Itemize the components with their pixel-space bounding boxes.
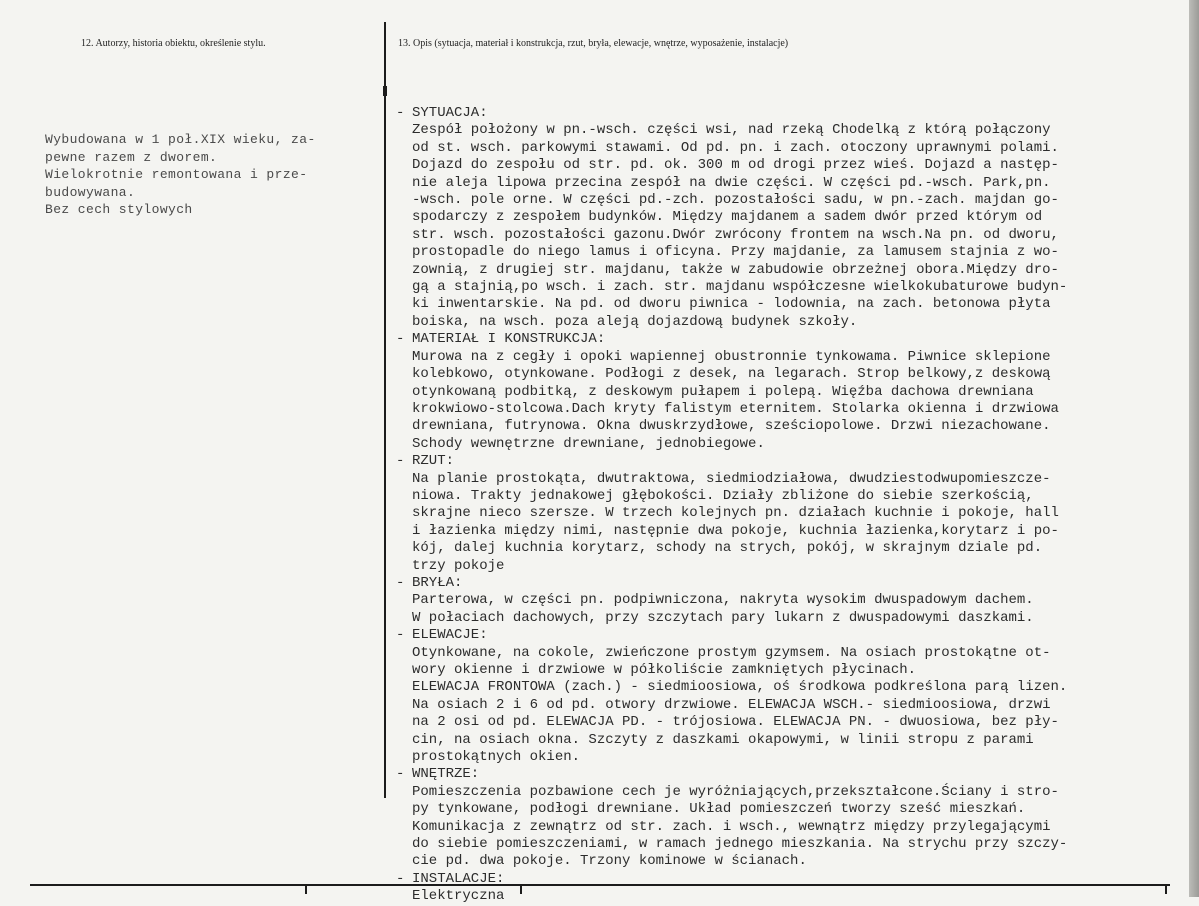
- description-line: ELEWACJA FRONTOWA (zach.) - siedmioosiowa, oś środkowa podkreślona parą lizen.: [412, 679, 1068, 696]
- section-heading: [396, 766, 1196, 783]
- section-title: INSTALACJE:: [412, 870, 505, 887]
- history-line: Wielokrotnie remontowana i prze-: [45, 167, 308, 182]
- bullet-dash: -: [396, 766, 405, 783]
- description-line: -wsch. pole orne. W części pd.-zch. pozostałości sadu, w pn.-zach. majdan go-: [412, 192, 1059, 209]
- section-title: RZUT:: [412, 453, 455, 470]
- section-heading: [396, 871, 1196, 888]
- section-title: ELEWACJE:: [412, 627, 488, 644]
- description-line: prostopadle do niego lamus i oficyna. Przy majdanie, za lamusem stajnia z wo-: [412, 244, 1059, 261]
- description-line: na 2 osi od pd. ELEWACJA PD. - trójosiowa. ELEWACJA PN. - dwuosiowa, bez pły-: [412, 714, 1059, 731]
- section-heading: [396, 627, 1196, 644]
- history-line: budowywana.: [45, 184, 136, 200]
- bottom-rule-tick: [305, 884, 307, 894]
- description-line: str. wsch. pozostałości gazonu.Dwór zwrócony frontem na wsch.Na pn. od dworu,: [412, 226, 1059, 243]
- description-line: Pomieszczenia pozbawione cech je wyróżniających,przekształcone.Ściany i stro-: [412, 783, 1059, 800]
- description-line: od st. wsch. parkowymi stawami. Od pd. pn. i zach. otoczony uprawnymi polami.: [412, 139, 1059, 156]
- description-line: do siebie pomieszczeniami, w ramach jednego mieszkania. Na strychu przy szczy-: [412, 836, 1068, 853]
- bullet-dash: -: [396, 574, 405, 591]
- description-line: nie aleja lipowa przecina zespół na dwie części. W części pd.-wsch. Park,pn.: [412, 174, 1051, 191]
- description-line: Dojazd do zespołu od str. pd. ok. 300 m od drogi przez wieś. Dojazd a następ-: [412, 157, 1059, 174]
- description-line: kolebkowo, otynkowane. Podłogi z desek, na legarach. Strop belkowy,z deskową: [412, 366, 1051, 383]
- section-title: MATERIAŁ I KONSTRUKCJA:: [412, 331, 606, 348]
- description-line: Na osiach 2 i 6 od pd. otwory drzwiowe. ELEWACJA WSCH.- siedmioosiowa, drzwi: [412, 696, 1051, 713]
- description-line: Elektryczna: [412, 888, 505, 905]
- description-line: gą a stajnią,po wsch. i zach. str. majdanu współczesne wielkokubaturowe budyn-: [412, 279, 1068, 296]
- history-line: Wybudowana w 1 poł.XIX wieku, za-: [45, 132, 316, 147]
- authors-history-text: [45, 131, 375, 219]
- column-divider-tick: [383, 86, 387, 96]
- description-line: zownią, z drugiej str. majdanu, także w zabudowie obrzeżnej obora.Między dro-: [412, 261, 1059, 278]
- bullet-dash: -: [396, 627, 405, 644]
- description-line: Na planie prostokąta, dwutraktowa, siedmiodziałowa, dwudziestodwupomieszcze-: [412, 470, 1051, 487]
- section-heading: [396, 331, 1196, 348]
- bullet-dash: -: [396, 870, 405, 887]
- section-heading: [396, 105, 1196, 122]
- description-line: Schody wewnętrzne drewniane, jednobiegowe.: [412, 435, 765, 452]
- description-line: kój, dalej kuchnia korytarz, schody na strych, pokój, w skrajnym dziale pd.: [412, 540, 1043, 557]
- description-line: skrajne nieco szersze. W trzech kolejnych pn. działach kuchnie i pokoje, hall: [412, 505, 1059, 522]
- description-line: trzy pokoje: [412, 557, 505, 574]
- description-line: otynkowaną podbitką, z deskowym pułapem i polepą. Więźba dachowa drewniana: [412, 383, 1034, 400]
- description-text: [396, 105, 1196, 906]
- description-line: Otynkowane, na cokole, zwieńczone prostym gzymsem. Na osiach prostokątne ot-: [412, 644, 1051, 661]
- section-heading: [396, 575, 1196, 592]
- description-line: niowa. Trakty jednakowej głębokości. Działy zbliżone do siebie szerkością,: [412, 487, 1034, 504]
- description-line: cin, na osiach okna. Szczyty z daszkami okapowymi, w linii stropu z parami: [412, 731, 1034, 748]
- description-line: Parterowa, w części pn. podpiwniczona, nakryta wysokim dwuspadowym dachem.: [412, 592, 1034, 609]
- bullet-dash: -: [396, 453, 405, 470]
- description-line: ki inwentarskie. Na pd. od dworu piwnica - lodownia, na zach. betonowa płyta: [412, 296, 1051, 313]
- history-line: pewne razem z dworem.: [45, 149, 218, 165]
- column-divider: [384, 22, 386, 798]
- section-12-header: 12. Autorzy, historia obiektu, określenie stylu.: [81, 38, 266, 49]
- description-line: spodarczy z zespołem budynków. Między majdanem a sadem dwór przed którym od: [412, 209, 1043, 226]
- section-title: WNĘTRZE:: [412, 766, 480, 783]
- section-title: BRYŁA:: [412, 574, 463, 591]
- history-line: Bez cech stylowych: [45, 202, 193, 217]
- description-line: py tynkowane, podłogi drewniane. Układ pomieszczeń tworzy sześć mieszkań.: [412, 801, 1026, 818]
- description-line: drewniana, futrynowa. Okna dwuskrzydłowe, sześciopolowe. Drzwi niezachowane.: [412, 418, 1051, 435]
- description-line: cie pd. dwa pokoje. Trzony kominowe w ścianach.: [412, 853, 807, 870]
- section-title: SYTUACJA:: [412, 105, 488, 121]
- description-line: wory okienne i drzwiowe w półkoliście zamkniętych płycinach.: [412, 662, 917, 678]
- description-line: Murowa na z cegły i opoki wapiennej obustronnie tynkowama. Piwnice sklepione: [412, 348, 1051, 365]
- description-line: boiska, na wsch. poza aleją dojazdową budynek szkoły.: [412, 313, 858, 330]
- description-line: W połaciach dachowych, przy szczytach pary lukarn z dwuspadowymi daszkami.: [412, 609, 1034, 626]
- description-line: Komunikacja z zewnątrz od str. zach. i wsch., wewnątrz między przylegającymi: [412, 818, 1051, 835]
- section-heading: [396, 453, 1196, 470]
- description-line: Zespół położony w pn.-wsch. części wsi, nad rzeką Chodelką z którą połączony: [412, 122, 1051, 139]
- description-line: prostokątnych okien.: [412, 749, 581, 766]
- bullet-dash: -: [396, 331, 405, 348]
- section-13-header: 13. Opis (sytuacja, materiał i konstrukcja, rzut, bryła, elewacje, wnętrze, wyposażenie, instalacje): [398, 38, 789, 49]
- description-line: krokwiowo-stolcowa.Dach kryty falistym eternitem. Stolarka okienna i drzwiowa: [412, 400, 1059, 417]
- description-line: i łazienka między nimi, następnie dwa pokoje, kuchnia łazienka,korytarz i po-: [412, 522, 1059, 539]
- bullet-dash: -: [396, 105, 405, 121]
